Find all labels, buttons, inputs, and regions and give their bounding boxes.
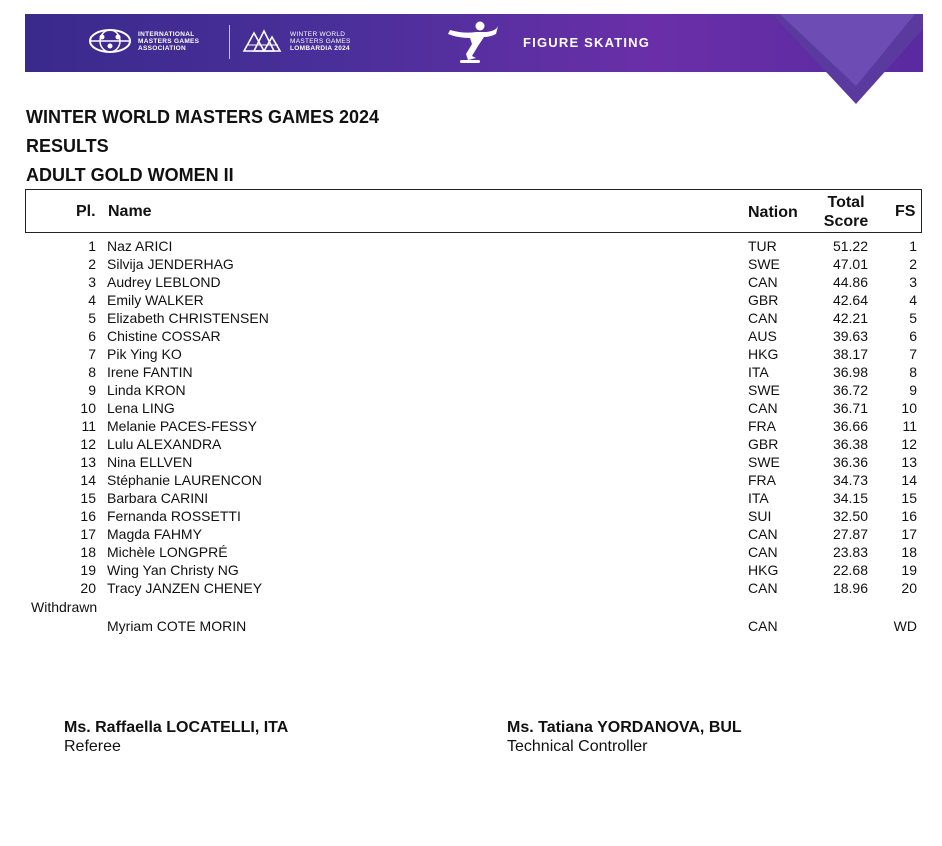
skater-fs: 2: [909, 256, 917, 272]
skater-name: Fernanda ROSSETTI: [107, 508, 241, 524]
skater-name: Melanie PACES-FESSY: [107, 418, 257, 434]
official-referee: [64, 719, 288, 756]
column-header-place: Pl.: [76, 203, 96, 220]
column-header-total-score: [816, 193, 876, 231]
skater-name: Audrey LEBLOND: [107, 274, 221, 290]
skater-nation: HKG: [748, 346, 779, 362]
skater-nation: CAN: [748, 544, 778, 560]
skater-name: Elizabeth CHRISTENSEN: [107, 310, 269, 326]
table-header: [25, 189, 922, 233]
skater-nation: GBR: [748, 436, 779, 452]
skater-total-score: 34.73: [832, 472, 868, 488]
skater-total-score: 23.83: [832, 544, 868, 560]
skater-nation: CAN: [748, 310, 778, 326]
skater-nation: AUS: [748, 328, 777, 344]
table-row: [0, 417, 942, 435]
skater-nation: HKG: [748, 562, 779, 578]
skater-place: 8: [88, 364, 96, 380]
skater-place: 15: [80, 490, 96, 506]
skater-nation: CAN: [748, 618, 778, 634]
table-row: [0, 291, 942, 309]
official-name: Ms. Tatiana YORDANOVA, BUL: [507, 719, 742, 736]
skater-name: Stéphanie LAURENCON: [107, 472, 262, 488]
skater-total-score: 39.63: [832, 328, 868, 344]
skater-name: Michèle LONGPRÉ: [107, 544, 228, 560]
skater-place: 4: [88, 292, 96, 308]
table-row: [0, 345, 942, 363]
skater-place: 11: [81, 418, 96, 434]
skater-place: 10: [80, 400, 96, 416]
skater-fs: 12: [901, 436, 917, 452]
table-row: [0, 525, 942, 543]
skater-total-score: 27.87: [832, 526, 868, 542]
skater-name: Nina ELLVEN: [107, 454, 193, 470]
skater-nation: CAN: [748, 526, 778, 542]
imga-logo: [88, 27, 199, 55]
wmg-logo: [240, 27, 351, 55]
skater-place: 12: [80, 436, 96, 452]
skater-name: Chistine COSSAR: [107, 328, 221, 344]
skater-total-score: 51.22: [832, 238, 868, 254]
skater-place: 18: [80, 544, 96, 560]
table-row: [0, 363, 942, 381]
skater-fs: 5: [909, 310, 917, 326]
skater-nation: TUR: [748, 238, 777, 254]
wmg-logo-line: MASTERS GAMES: [290, 37, 351, 45]
logo-separator: [229, 25, 230, 59]
skater-place: 16: [80, 508, 96, 524]
skater-place: 2: [88, 256, 96, 272]
official-role: Technical Controller: [507, 738, 648, 755]
table-row: [0, 381, 942, 399]
skater-place: 13: [80, 454, 96, 470]
skater-place: 5: [88, 310, 96, 326]
skater-total-score: 36.36: [832, 454, 868, 470]
skater-fs: 3: [909, 274, 917, 290]
wmg-mountain-icon: [240, 27, 284, 55]
skater-fs: 7: [909, 346, 917, 362]
skater-fs: 1: [909, 238, 917, 254]
skater-fs: 11: [902, 418, 917, 434]
table-row: [0, 399, 942, 417]
table-row: [0, 435, 942, 453]
official-name: Ms. Raffaella LOCATELLI, ITA: [64, 719, 289, 736]
column-header-nation: Nation: [748, 204, 798, 221]
skater-fs: 4: [909, 292, 917, 308]
skater-nation: SWE: [748, 256, 780, 272]
skater-fs: 6: [909, 328, 917, 344]
table-row: [0, 489, 942, 507]
skater-fs: WD: [893, 618, 917, 634]
official-technical-controller: [507, 719, 742, 756]
skater-total-score: 38.17: [832, 346, 868, 362]
imga-logo-line: ASSOCIATION: [138, 44, 186, 52]
skater-fs: 10: [901, 400, 917, 416]
table-row: [0, 453, 942, 471]
results-title: RESULTS: [26, 136, 109, 156]
skater-nation: CAN: [748, 400, 778, 416]
skater-name: Linda KRON: [107, 382, 186, 398]
skater-total-score: 44.86: [832, 274, 868, 290]
skater-total-score: 18.96: [832, 580, 868, 596]
table-row: [0, 273, 942, 291]
table-row: [0, 543, 942, 561]
wmg-logo-line: LOMBARDIA 2024: [290, 44, 350, 52]
skater-fs: 16: [901, 508, 917, 524]
skater-place: 19: [80, 562, 96, 578]
skater-total-score: 32.50: [832, 508, 868, 524]
skater-name: Lulu ALEXANDRA: [107, 436, 222, 452]
banner-triangle-icon: [772, 14, 923, 104]
skater-fs: 9: [909, 382, 917, 398]
skater-nation: ITA: [748, 364, 769, 380]
table-row: [0, 237, 942, 255]
skater-nation: SWE: [748, 454, 780, 470]
table-row: [0, 579, 942, 597]
official-role: Referee: [64, 738, 121, 755]
category-title: ADULT GOLD WOMEN II: [26, 165, 234, 185]
skater-nation: CAN: [748, 580, 778, 596]
table-row: [0, 617, 942, 635]
skater-place: 7: [88, 346, 96, 362]
skater-nation: FRA: [748, 418, 776, 434]
skater-fs: 19: [901, 562, 917, 578]
figure-skater-icon: [446, 20, 500, 66]
wmg-logo-line: WINTER WORLD: [290, 30, 346, 38]
column-header-name: Name: [108, 203, 152, 220]
skater-fs: 17: [901, 526, 917, 542]
column-header-fs: FS: [895, 203, 916, 220]
skater-total-score: 36.38: [832, 436, 868, 452]
skater-place: 20: [80, 580, 96, 596]
skater-fs: 14: [901, 472, 917, 488]
skater-total-score: 36.66: [832, 418, 868, 434]
skater-name: Myriam COTE MORIN: [107, 618, 247, 634]
skater-fs: 13: [901, 454, 917, 470]
imga-logo-line: MASTERS GAMES: [138, 37, 200, 45]
table-row: [0, 309, 942, 327]
skater-fs: 18: [901, 544, 917, 560]
skater-nation: SUI: [748, 508, 772, 524]
skater-name: Silvija JENDERHAG: [107, 256, 234, 272]
skater-fs: 15: [901, 490, 917, 506]
imga-globe-icon: [88, 27, 132, 55]
skater-fs: 8: [909, 364, 917, 380]
skater-total-score: 36.98: [832, 364, 868, 380]
skater-nation: GBR: [748, 292, 779, 308]
table-row: [0, 327, 942, 345]
skater-total-score: 47.01: [832, 256, 868, 272]
sport-title: FIGURE SKATING: [523, 35, 651, 50]
skater-nation: ITA: [748, 490, 769, 506]
event-title: WINTER WORLD MASTERS GAMES 2024: [26, 107, 380, 127]
column-header-total-line: Total: [827, 194, 865, 211]
skater-place: 1: [88, 238, 96, 254]
skater-name: Barbara CARINI: [107, 490, 209, 506]
skater-name: Naz ARICI: [107, 238, 173, 254]
table-row: [0, 255, 942, 273]
imga-logo-line: INTERNATIONAL: [138, 30, 195, 38]
table-row: [0, 471, 942, 489]
skater-name: Emily WALKER: [107, 292, 204, 308]
skater-place: 3: [88, 274, 96, 290]
skater-place: 17: [80, 526, 96, 542]
skater-place: 14: [80, 472, 96, 488]
skater-total-score: 34.15: [832, 490, 868, 506]
skater-total-score: 22.68: [832, 562, 868, 578]
results-list: [0, 237, 942, 597]
skater-name: Lena LING: [107, 400, 175, 416]
skater-nation: CAN: [748, 274, 778, 290]
skater-total-score: 42.21: [832, 310, 868, 326]
skater-name: Wing Yan Christy NG: [107, 562, 239, 578]
skater-name: Irene FANTIN: [107, 364, 193, 380]
skater-fs: 20: [901, 580, 917, 596]
table-row: [0, 561, 942, 579]
skater-name: Magda FAHMY: [107, 526, 202, 542]
skater-place: 6: [88, 328, 96, 344]
skater-nation: SWE: [748, 382, 780, 398]
withdrawn-label: Withdrawn: [31, 599, 98, 615]
skater-total-score: 36.72: [832, 382, 868, 398]
skater-place: 9: [88, 382, 96, 398]
skater-nation: FRA: [748, 472, 776, 488]
table-row: [0, 507, 942, 525]
skater-name: Tracy JANZEN CHENEY: [107, 580, 263, 596]
skater-total-score: 42.64: [832, 292, 868, 308]
column-header-score-line: Score: [823, 213, 869, 230]
skater-total-score: 36.71: [832, 400, 868, 416]
skater-name: Pik Ying KO: [107, 346, 182, 362]
